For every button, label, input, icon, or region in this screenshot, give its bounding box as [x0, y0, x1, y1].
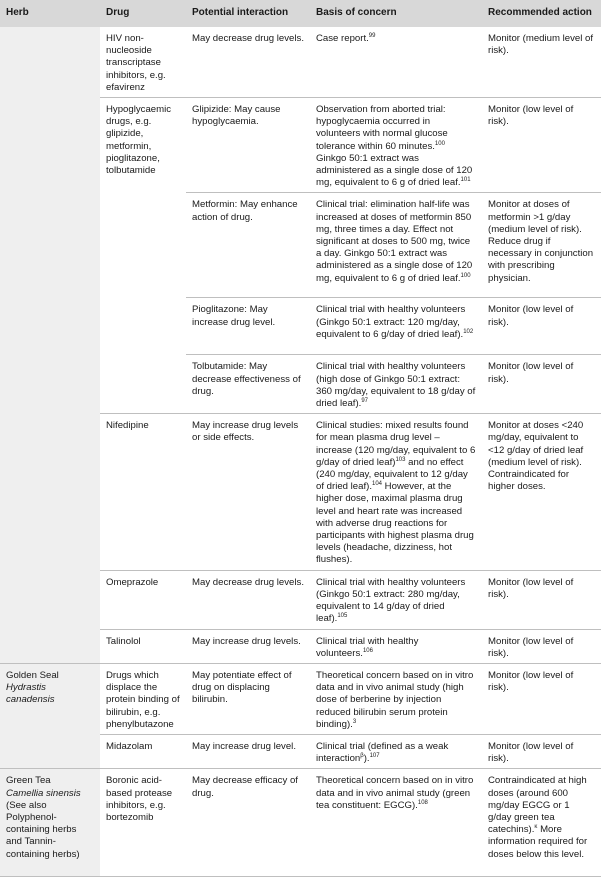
herb-cell-green-tea: [0, 769, 100, 877]
drug-cell: Hypoglycaemic drugs, e.g. glipizide, metformin, pioglitazone, tolbutamide: [100, 98, 186, 414]
reference-superscript: 106: [362, 647, 373, 654]
basis-cell: Clinical trial with healthy volunteers.$^{106}$: [310, 629, 482, 663]
table-row: [0, 663, 601, 734]
basis-cell: Clinical trial with healthy volunteers (Ginkgo 50:1 extract: 120 mg/day, equivalent to 6 g/day of dried leaf).$^{102}$: [310, 298, 482, 355]
drug-cell: HIV non-nucleoside transcriptase inhibitors, e.g. efavirenz: [100, 27, 186, 98]
interaction-cell: May decrease efficacy of drug.: [186, 769, 310, 877]
herb-common-name: Golden Seal: [6, 669, 59, 681]
reference-superscript: 107: [369, 752, 380, 759]
interaction-cell: May decrease drug levels.: [186, 570, 310, 629]
action-cell: Monitor (low level of risk).: [482, 570, 601, 629]
drug-cell: Nifedipine: [100, 414, 186, 570]
reference-superscript: 97: [361, 397, 369, 404]
header-drug: Drug: [100, 0, 186, 27]
reference-superscript: 100: [434, 140, 445, 147]
herb-common-name: Green Tea: [6, 775, 51, 787]
action-cell: Monitor (low level of risk).: [482, 734, 601, 768]
interaction-cell: May increase drug levels.: [186, 629, 310, 663]
interaction-cell: May decrease drug levels.: [186, 27, 310, 98]
basis-cell: Clinical trial with healthy volunteers (Ginkgo 50:1 extract: 280 mg/day, equivalent to 14 g/day of dried leaf).$^{105}$: [310, 570, 482, 629]
reference-superscript: 3: [352, 718, 357, 725]
reference-superscript: 100: [460, 272, 471, 279]
reference-superscript: 99: [368, 32, 376, 39]
basis-cell: Clinical trial: elimination half-life was increased at doses of metformin 850 mg, three times a day. Effect not significant at doses to 500 mg, twice a day. Ginkgo 50:1 extract was administered as a single dose of 120 mg, equivalent to 6 g of dried leaf.$^{100}$: [310, 193, 482, 298]
basis-cell: Clinical studies: mixed results found for mean plasma drug level – increase (120 mg/day, equivalent to 6 g/day of dried leaf)$^{103}$ and no effect (240 mg/day, equivalent to 12 g/day of dried leaf).$^{104}$ However, at the higher dose, maximal plasma drug level and heart rate was increased with adverse drug reactions for participants with highest plasma drug levels (headache, dizziness, hot flushes).: [310, 414, 482, 570]
reference-superscript: 104: [372, 481, 383, 488]
reference-superscript: β: [360, 752, 364, 759]
header-recommended-action: Recommended action: [482, 0, 601, 27]
table-row: [0, 769, 601, 877]
reference-superscript: 108: [417, 799, 428, 806]
reference-superscript: κ: [534, 823, 538, 830]
drug-cell: Boronic acid-based protease inhibitors, e.g. bortezomib: [100, 769, 186, 877]
reference-superscript: 101: [460, 177, 471, 184]
action-cell: Monitor (medium level of risk).: [482, 27, 601, 98]
reference-superscript: 105: [337, 613, 348, 620]
interaction-cell: May increase drug levels or side effects.: [186, 414, 310, 570]
action-cell: Monitor (low level of risk).: [482, 663, 601, 734]
herb-latin-name: Camellia sinensis: [6, 787, 81, 799]
basis-cell: Clinical trial (defined as a weak interaction$^\beta$).$^{107}$: [310, 734, 482, 768]
herb-cross-reference-note: (See also Polyphenol-containing herbs and Tannin-containing herbs): [6, 799, 80, 860]
herb-latin-name: Hydrastis canadensis: [6, 682, 55, 706]
action-cell: Contraindicated at high doses (around 600 mg/day EGCG or 1 g/day green tea catechins).$^\kappa$ More information required for doses below this level.: [482, 769, 601, 877]
interaction-cell: Pioglitazone: May increase drug level.: [186, 298, 310, 355]
interaction-cell: Tolbutamide: May decrease effectiveness of drug.: [186, 355, 310, 414]
drug-cell: Omeprazole: [100, 570, 186, 629]
drug-cell: Midazolam: [100, 734, 186, 768]
action-cell: Monitor (low level of risk).: [482, 298, 601, 355]
interaction-cell: Glipizide: May cause hypoglycaemia.: [186, 98, 310, 193]
header-potential-interaction: Potential interaction: [186, 0, 310, 27]
drug-cell: Drugs which displace the protein binding of bilirubin, e.g. phenylbutazone: [100, 663, 186, 734]
action-cell: Monitor at doses <240 mg/day, equivalent to <12 g/day of dried leaf (medium level of risk). Contraindicated for higher doses.: [482, 414, 601, 570]
interaction-cell: Metformin: May enhance action of drug.: [186, 193, 310, 298]
basis-cell: Case report.$^{99}$: [310, 27, 482, 98]
drug-cell: Talinolol: [100, 629, 186, 663]
header-basis-of-concern: Basis of concern: [310, 0, 482, 27]
reference-superscript: 102: [463, 328, 474, 335]
action-cell: Monitor (low level of risk).: [482, 98, 601, 193]
basis-cell: Theoretical concern based on in vitro data and in vivo animal study (green tea constituent: EGCG).$^{108}$: [310, 769, 482, 877]
interaction-cell: May potentiate effect of drug on displacing bilirubin.: [186, 663, 310, 734]
interaction-cell: May increase drug level.: [186, 734, 310, 768]
basis-cell: Clinical trial with healthy volunteers (high dose of Ginkgo 50:1 extract: 360 mg/day, equivalent to 18 g/day of dried leaf).$^{97}$: [310, 355, 482, 414]
basis-cell: Observation from aborted trial: hypoglycaemia occurred in volunteers with normal glucose tolerance within 60 minutes.$^{100}$ Ginkgo 50:1 extract was administered as a single dose of 120 mg, equivalent to 6 g of dried leaf.$^{101}$: [310, 98, 482, 193]
table-row: [0, 27, 601, 98]
table-header-row: [0, 0, 601, 27]
action-cell: Monitor (low level of risk).: [482, 355, 601, 414]
herb-cell-blank: [0, 27, 100, 663]
action-cell: Monitor (low level of risk).: [482, 629, 601, 663]
action-cell: Monitor at doses of metformin >1 g/day (medium level of risk). Reduce drug if necessary in conjunction with prescribing physician.: [482, 193, 601, 298]
basis-cell: Theoretical concern based on in vitro data and in vivo animal study (high dose of berberine by injection reduced bilirubin serum protein binding).$^3$: [310, 663, 482, 734]
herb-cell-golden-seal: [0, 663, 100, 768]
header-herb: Herb: [0, 0, 100, 27]
reference-superscript: 103: [395, 456, 406, 463]
